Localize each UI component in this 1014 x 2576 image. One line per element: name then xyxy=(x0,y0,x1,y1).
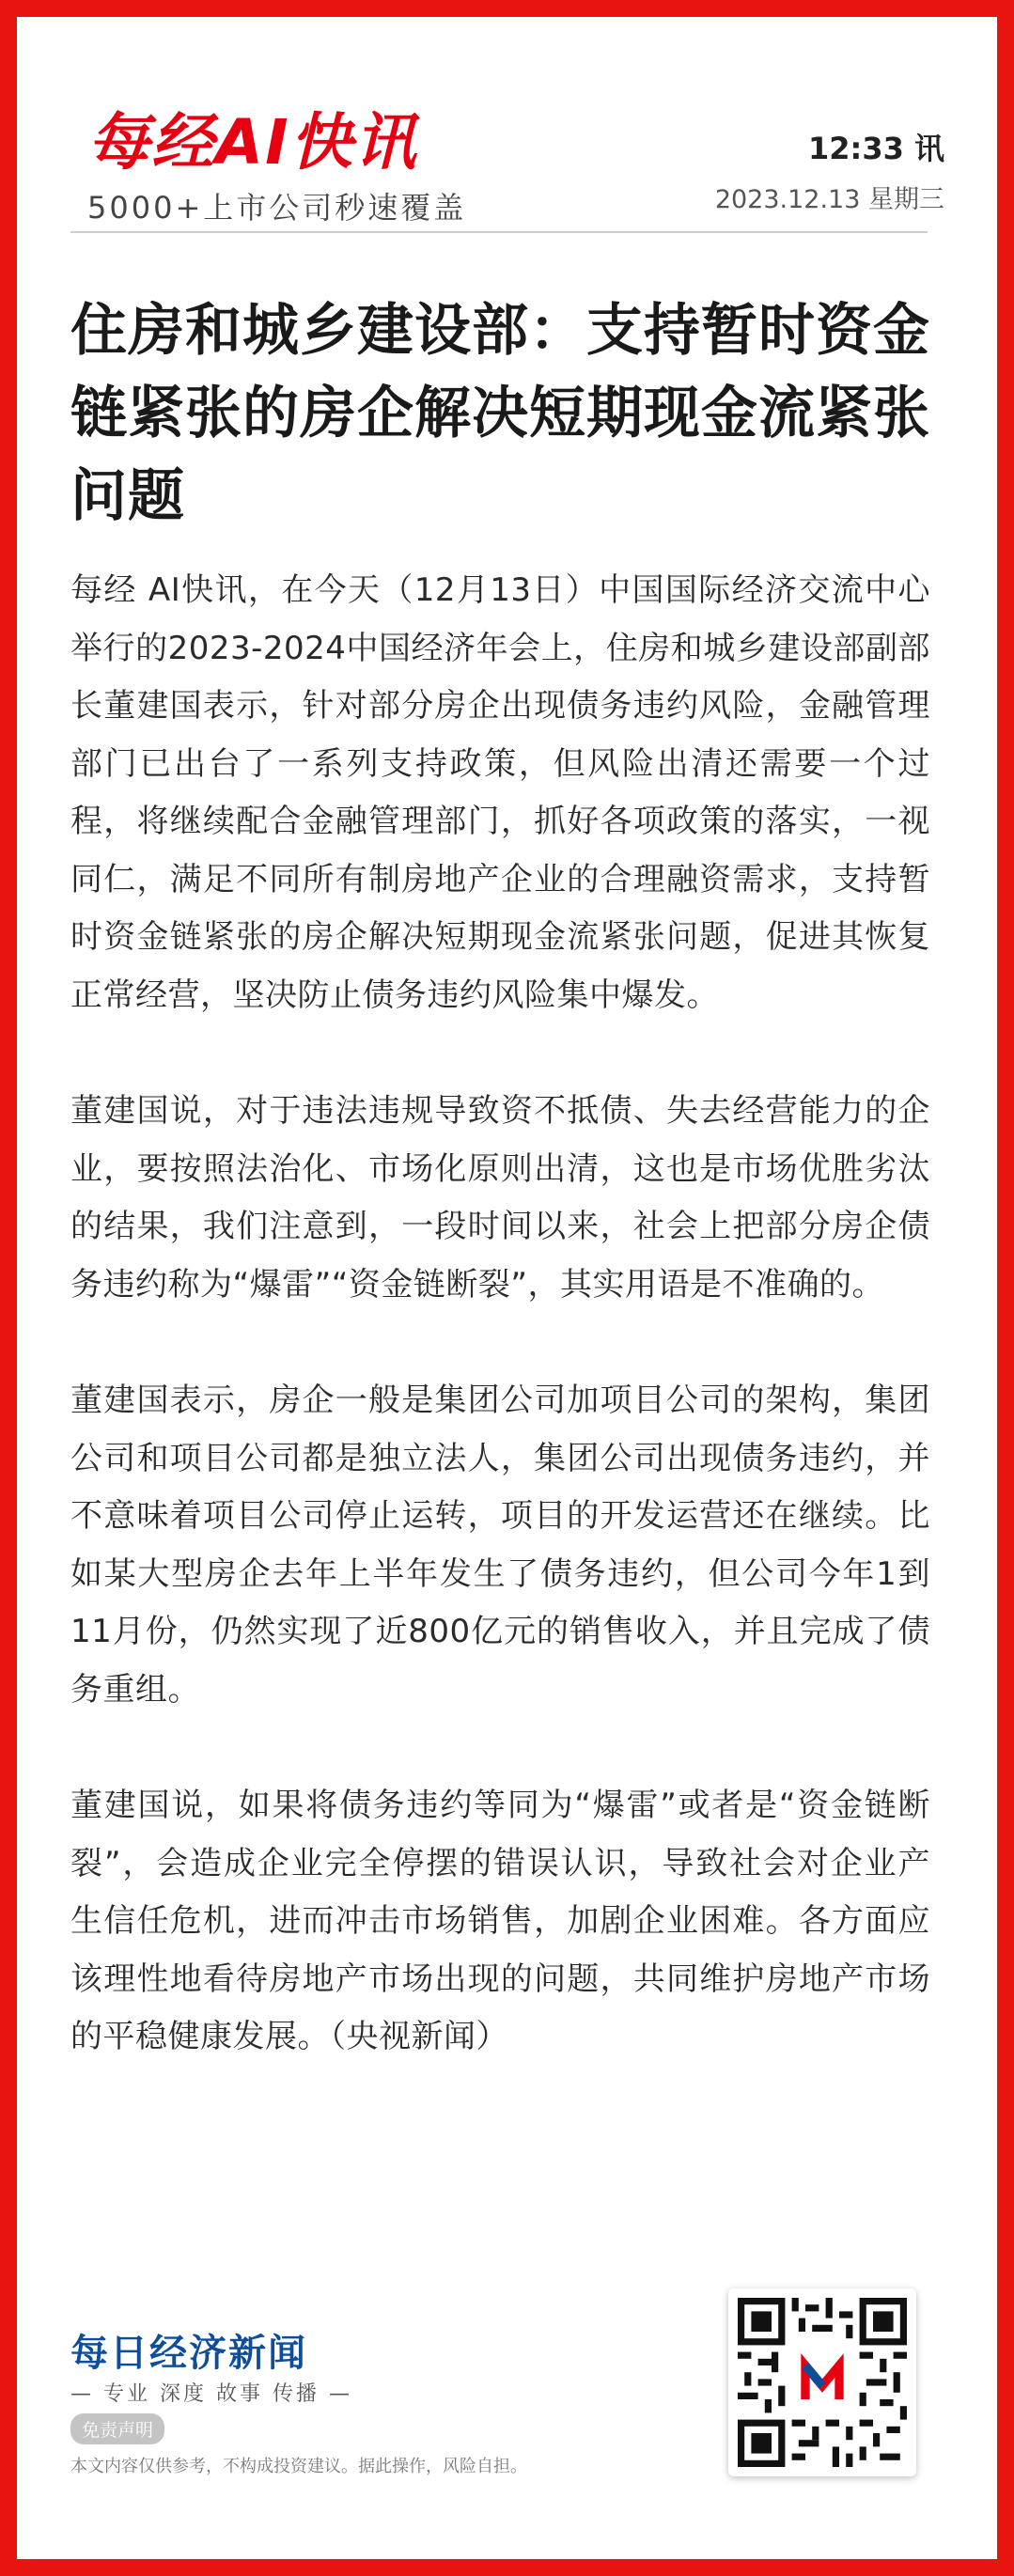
article-paragraph: 董建国说，如果将债务违约等同为“爆雷”或者是“资金链断裂”，会造成企业完全停摆的错误认识，导致社会对企业产生信任危机，进而冲击市场销售，加剧企业困难。各方面应该理性地看待房地产市场出现的问题，共同维护房地产市场的平稳健康发展。（央视新闻） xyxy=(70,1787,930,2055)
brand-tagline: 5000+上市公司秒速覆盖 xyxy=(87,190,467,226)
news-date: 2023.12.13 星期三 xyxy=(714,185,944,214)
footer-slogan: — 专业 深度 故事 传播 — xyxy=(70,2382,352,2406)
brand-logo: 每经AI快讯 xyxy=(87,106,418,179)
article-paragraph: 每经 AI快讯，在今天（12月13日）中国国际经济交流中心举行的2023-2024中国经济年会上，住房和城乡建设部副部长董建国表示，针对部分房企出现债务违约风险，金融管理部门已出台了一系列支持政策，但风险出清还需要一个过程，将继续配合金融管理部门，抓好各项政策的落实，一视同仁，满足不同所有制房地产企业的合理融资需求，支持暂时资金链紧张的房企解决短期现金流紧张问题，促进其恢复正常经营，坚决防止债务违约风险集中爆发。 xyxy=(70,571,930,1014)
header-divider xyxy=(70,231,928,233)
article-paragraph: 董建国说，对于违法违规导致资不抵债、失去经营能力的企业，要按照法治化、市场化原则出清，这也是市场优胜劣汰的结果，我们注意到，一段时间以来，社会上把部分房企债务违约称为“爆雷”“资金链断裂”，其实用语是不准确的。 xyxy=(70,1092,930,1304)
article-body xyxy=(70,562,930,2125)
footer-logo: 每日经济新闻 xyxy=(70,2331,307,2375)
qr-code-graphic xyxy=(738,2298,907,2467)
news-time: 12:33 讯 xyxy=(807,131,944,166)
article-paragraph: 董建国表示，房企一般是集团公司加项目公司的架构，集团公司和项目公司都是独立法人，集团公司出现债务违约，并不意味着项目公司停止运转，项目的开发运营还在继续。比如某大型房企去年上半年发生了债务违约，但公司今年1到11月份，仍然实现了近800亿元的销售收入，并且完成了债务重组。 xyxy=(70,1382,930,1709)
article-title: 住房和城乡建设部：支持暂时资金链紧张的房企解决短期现金流紧张问题 xyxy=(70,298,930,529)
header xyxy=(87,83,944,242)
disclaimer-badge: 免责声明 xyxy=(70,2413,164,2444)
disclaimer-text: 本文内容仅供参考，不构成投资建议。据此操作，风险自担。 xyxy=(70,2457,527,2476)
qr-code-icon[interactable] xyxy=(728,2288,916,2476)
